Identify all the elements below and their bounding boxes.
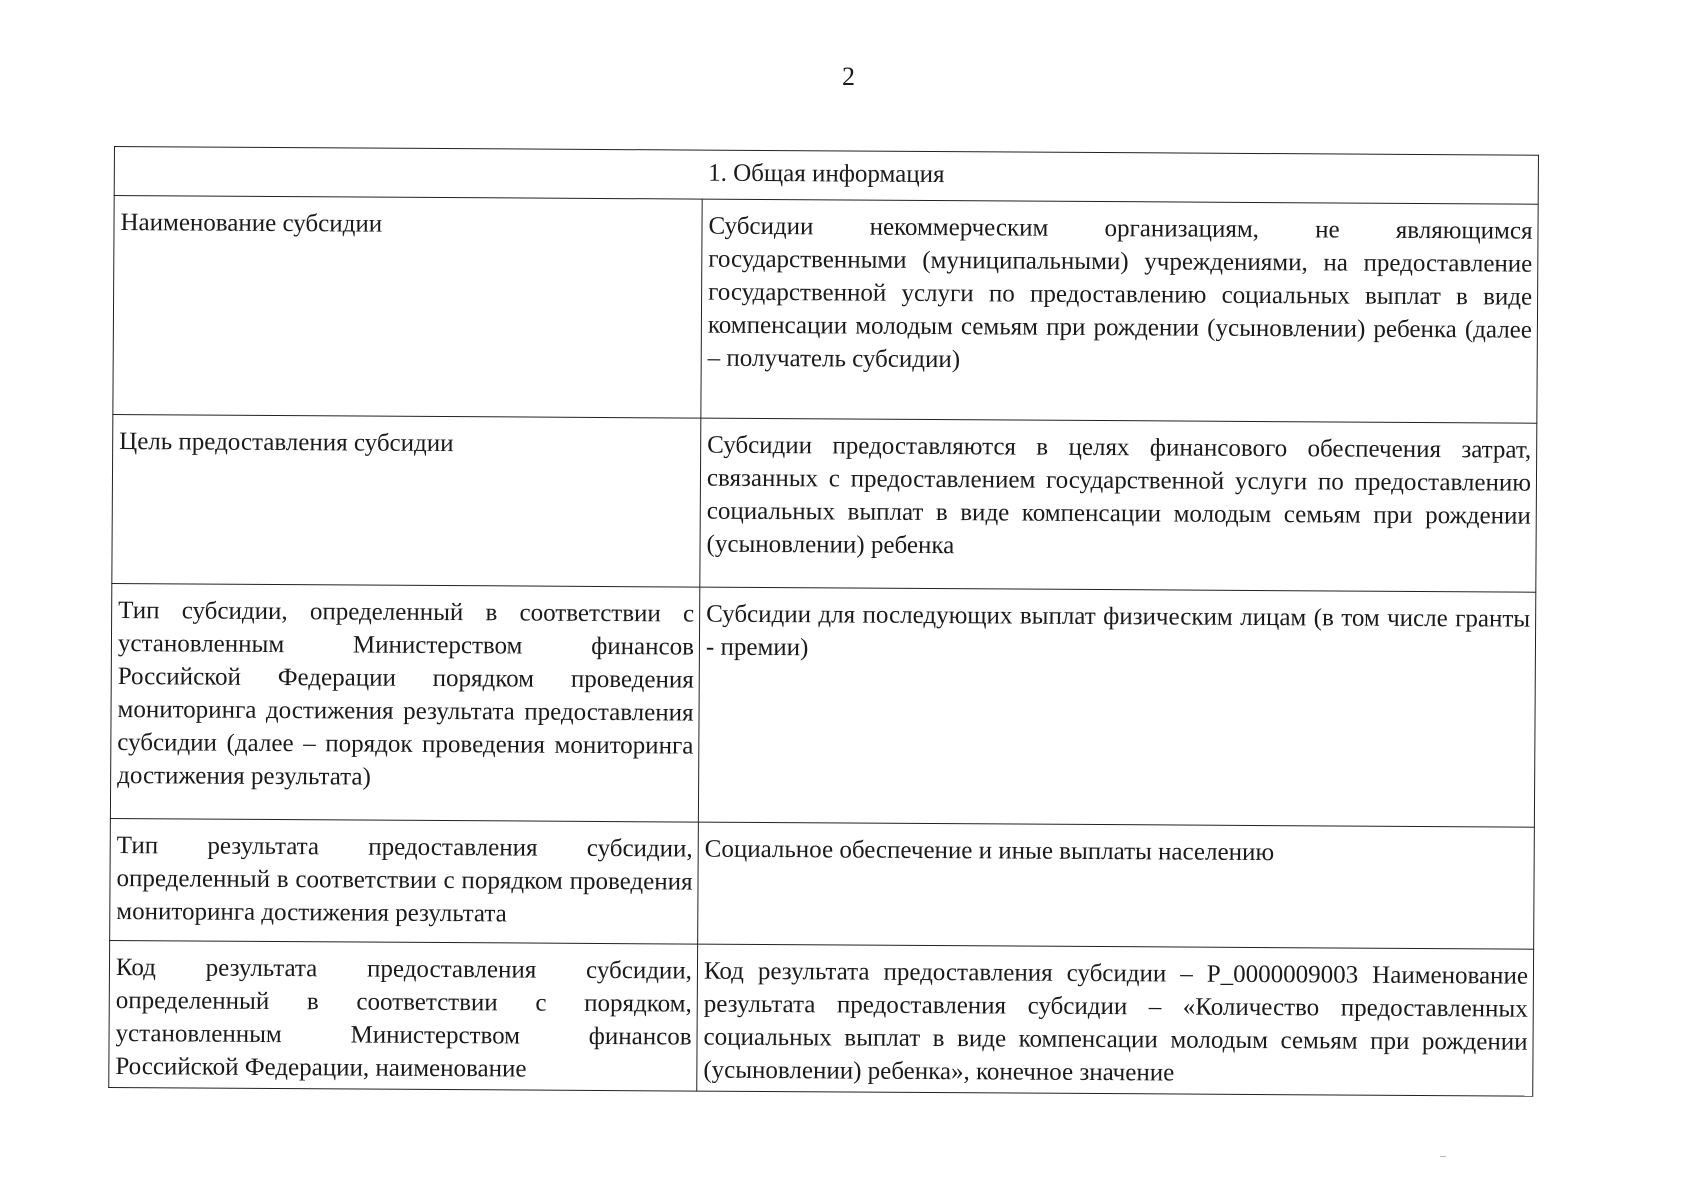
row-label-subsidy-goal: Цель предоставления субсидии xyxy=(112,414,701,587)
row-label-subsidy-type: Тип субсидии, определенный в соответствии с установленным Министерством финансов Российской Федерации порядком проведения мониторинга достижения результата предоставления субсидии (далее – порядок проведения мониторинга достижения результата) xyxy=(110,583,699,822)
table-header: 1. Общая информация xyxy=(114,147,1538,205)
row-value-result-type: Социальное обеспечение и иные выплаты населению xyxy=(698,822,1535,949)
row-label-result-code: Код результата предоставления субсидии, определенный в соответствии с порядком, установленным Министерством финансов Российской Федерации, наименование xyxy=(109,940,698,1091)
scan-speck xyxy=(1440,1156,1446,1157)
general-info-table xyxy=(108,146,1539,1097)
row-label-result-type: Тип результата предоставления субсидии, определенный в соответствии с порядком проведения мониторинга достижения результата xyxy=(110,818,699,944)
table-header-row xyxy=(114,147,1538,205)
row-label-subsidy-name: Наименование субсидии xyxy=(113,196,702,419)
table-row xyxy=(110,818,1535,949)
row-value-subsidy-goal: Субсидии предоставляются в целях финансового обеспечения затрат, связанных с предоставлением государственной услуги по предоставлению социальных выплат в виде компенсации молодым семьям при рождении (усыновлении) ребенка xyxy=(700,418,1537,592)
table-row xyxy=(112,414,1537,592)
row-value-result-code: Код результата предоставления субсидии – P_0000009003 Наименование результата предоставления субсидии – «Количество предоставленных социальных выплат в виде компенсации молодым семьям при рождении (усыновлении) ребенка», конечное значение xyxy=(697,944,1534,1096)
page-number: 2 xyxy=(842,62,855,91)
table-row xyxy=(110,583,1535,827)
table-row xyxy=(109,940,1534,1096)
row-value-subsidy-name: Субсидии некоммерческим организациям, не являющимся государственными (муниципальными) учреждениями, на предоставление государственной услуги по предоставлению социальных выплат в виде компенсации молодым семьям при рождении (усыновлении) ребенка (далее – получатель субсидии) xyxy=(701,199,1538,423)
table-row xyxy=(113,196,1538,424)
row-value-subsidy-type: Субсидии для последующих выплат физическим лицам (в том числе гранты - премии) xyxy=(698,587,1535,827)
